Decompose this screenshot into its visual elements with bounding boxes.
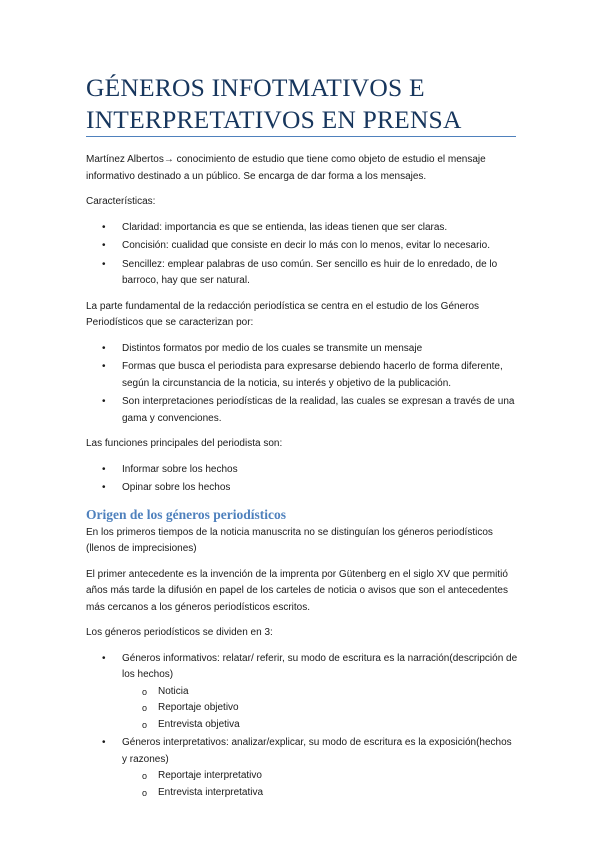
list-item: • Informar sobre los hechos — [86, 462, 518, 479]
sublist-item: o Reportaje interpretativo — [122, 768, 518, 785]
origen-paragraph-1: En los primeros tiempos de la noticia manuscrita no se distinguían los géneros periodísticos (llenos de imprecisiones) — [86, 526, 493, 554]
genero-label: Géneros informativos: relatar/ referir, su modo de escritura es la narración(descripción de los hechos) — [122, 652, 518, 680]
caracteristicas-label: Características: — [86, 196, 156, 207]
list-item: • Sencillez: emplear palabras de uso común. Ser sencillo es huir de lo enredado, de lo barroco, hay que ser natural. — [86, 257, 518, 290]
genero-item — [86, 651, 518, 734]
sublist-item: o Entrevista interpretativa — [122, 785, 518, 802]
funciones-list — [86, 462, 518, 497]
intro-paragraph: Martínez Albertos→ conocimiento de estudio que tiene como objeto de estudio el mensaje informativo destinado a un público. Se encarga de dar forma a los mensajes. — [86, 154, 486, 182]
sublist-item: o Entrevista objetiva — [122, 717, 518, 734]
divisiones-label: Los géneros periodísticos se dividen en 3: — [86, 627, 273, 638]
list-item: • Son interpretaciones periodísticas de la realidad, las cuales se expresan a través de una gama y convenciones. — [86, 394, 518, 427]
funciones-label: Las funciones principales del periodista son: — [86, 438, 283, 449]
origen-paragraph-2: El primer antecedente es la invención de la imprenta por Gütenberg en el siglo XV que permitió años más tarde la difusión en papel de los carteles de noticia o avisos que son el antecedentes más cercanos a los géneros periodísticos escritos. — [86, 568, 508, 613]
list-item: • Claridad: importancia es que se entienda, las ideas tienen que ser claras. — [86, 220, 518, 237]
page-title: GÉNEROS INFOTMATIVOS E INTERPRETATIVOS EN PRENSA — [86, 73, 462, 134]
sublist-item: o Noticia — [122, 684, 518, 701]
rasgos-list — [86, 341, 518, 428]
caracteristicas-list — [86, 220, 518, 290]
genero-item — [86, 735, 518, 801]
parte-fundamental-paragraph: La parte fundamental de la redacción periodística se centra en el estudio de los Géneros Periodísticos que se caracterizan por: — [86, 300, 480, 328]
genero-label: Géneros interpretativos: analizar/explicar, su modo de escritura es la exposición(hechos y razones) — [122, 737, 512, 765]
sublist-item: o Reportaje objetivo — [122, 700, 518, 717]
origen-heading: Origen de los géneros periodísticos — [86, 506, 286, 522]
document-body — [86, 152, 518, 810]
genero-sublist — [122, 684, 518, 734]
genero-sublist — [122, 768, 518, 801]
list-item: • Distintos formatos por medio de los cuales se transmite un mensaje — [86, 341, 518, 358]
generos-list — [86, 651, 518, 802]
list-item: • Concisión: cualidad que consiste en decir lo más con lo menos, evitar lo necesario. — [86, 238, 518, 255]
list-item: • Opinar sobre los hechos — [86, 480, 518, 497]
list-item: • Formas que busca el periodista para expresarse debiendo hacerlo de forma diferente, según la circunstancia de la noticia, su interés y objetivo de la publicación. — [86, 359, 518, 392]
title-underline — [86, 136, 516, 137]
